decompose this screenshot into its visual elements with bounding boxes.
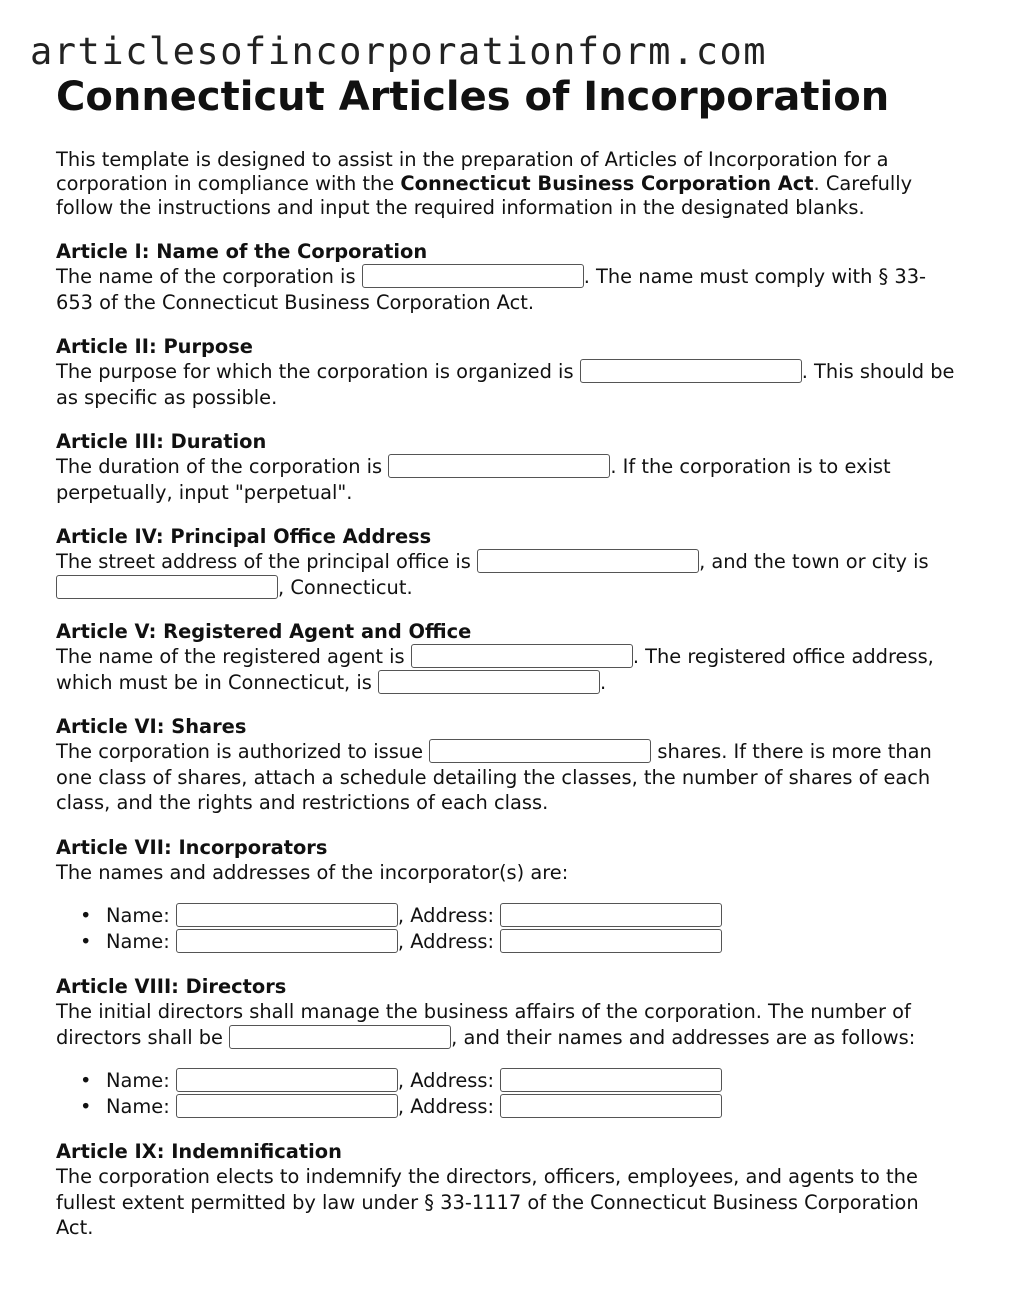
incorporator-1-name-field[interactable] <box>176 903 398 927</box>
address-label: , Address: <box>397 1095 501 1118</box>
article-4-text-before: The street address of the principal office is <box>56 550 478 573</box>
directors-list <box>56 1068 961 1120</box>
director-2-name-field[interactable] <box>176 1094 398 1118</box>
article-2-title: Article II: Purpose <box>56 335 253 358</box>
director-item <box>80 1094 961 1120</box>
article-1-text-after: . The name must comply with § 33-653 of the Connecticut Business Corporation Act. <box>56 265 927 314</box>
article-2 <box>56 335 961 410</box>
article-8 <box>56 975 961 1120</box>
bullet: • <box>80 1069 92 1092</box>
bullet: • <box>80 1095 92 1118</box>
article-8-title: Article VIII: Directors <box>56 975 287 998</box>
bullet: • <box>80 904 92 927</box>
director-1-name-field[interactable] <box>176 1068 398 1092</box>
article-4-title: Article IV: Principal Office Address <box>56 525 432 548</box>
article-6-title: Article VI: Shares <box>56 715 247 738</box>
article-3-text-after: . If the corporation is to exist perpetually, input "perpetual". <box>56 455 891 504</box>
intro-text-after: . Carefully follow the instructions and input the required information in the designated blanks. <box>56 172 913 219</box>
page-title: Connecticut Articles of Incorporation <box>56 74 890 120</box>
registered-office-address-field[interactable] <box>378 670 600 694</box>
name-label: Name: <box>106 1095 176 1118</box>
name-label: Name: <box>106 904 176 927</box>
name-label: Name: <box>106 1069 176 1092</box>
article-7-text: The names and addresses of the incorporator(s) are: <box>56 860 569 884</box>
article-2-text-after: . This should be as specific as possible. <box>56 360 955 409</box>
incorporator-2-address-field[interactable] <box>500 929 722 953</box>
article-9 <box>56 1140 961 1241</box>
principal-office-street-field[interactable] <box>477 549 699 573</box>
article-5-title: Article V: Registered Agent and Office <box>56 620 472 643</box>
article-9-text: The corporation elects to indemnify the directors, officers, employees, and agents to the fullest extent permitted by law under § 33-1117 of the Connecticut Business Corporation Act. <box>56 1165 919 1239</box>
purpose-field[interactable] <box>580 359 802 383</box>
number-of-directors-field[interactable] <box>229 1025 451 1049</box>
article-4-text-after: , Connecticut. <box>278 575 413 599</box>
document <box>56 74 961 1241</box>
article-5-text-middle: . The registered office address, which must be in Connecticut, is <box>56 645 934 694</box>
site-name: articlesofincorporationform.com <box>30 30 768 73</box>
article-8-text-after: , and their names and addresses are as follows: <box>451 1025 916 1049</box>
incorporator-2-name-field[interactable] <box>176 929 398 953</box>
article-6 <box>56 715 961 816</box>
director-item <box>80 1068 961 1094</box>
article-2-text-before: The purpose for which the corporation is organized is <box>56 360 580 383</box>
address-label: , Address: <box>397 930 501 953</box>
article-3-title: Article III: Duration <box>56 430 267 453</box>
registered-agent-name-field[interactable] <box>411 644 633 668</box>
name-label: Name: <box>106 930 176 953</box>
incorporators-list <box>56 903 961 955</box>
intro-act-name: Connecticut Business Corporation Act <box>400 172 814 195</box>
article-4-text-middle: , and the town or city is <box>699 550 929 573</box>
bullet: • <box>80 930 92 953</box>
article-1-title: Article I: Name of the Corporation <box>56 240 428 263</box>
article-1 <box>56 240 961 315</box>
article-9-title: Article IX: Indemnification <box>56 1140 342 1163</box>
article-8-text-before: The initial directors shall manage the business affairs of the corporation. The number of directors shall be <box>56 1000 911 1049</box>
article-5 <box>56 620 961 695</box>
authorized-shares-field[interactable] <box>429 739 651 763</box>
article-6-text-before: The corporation is authorized to issue <box>56 740 430 763</box>
director-2-address-field[interactable] <box>500 1094 722 1118</box>
article-7 <box>56 836 961 956</box>
incorporator-item <box>80 929 961 955</box>
director-1-address-field[interactable] <box>500 1068 722 1092</box>
duration-field[interactable] <box>388 454 610 478</box>
address-label: , Address: <box>397 904 501 927</box>
article-3 <box>56 430 961 505</box>
article-7-title: Article VII: Incorporators <box>56 835 328 859</box>
principal-office-town-field[interactable] <box>56 575 278 599</box>
intro-paragraph <box>56 148 961 220</box>
address-label: , Address: <box>397 1069 501 1092</box>
incorporator-item <box>80 903 961 929</box>
article-4 <box>56 525 961 600</box>
article-3-text-before: The duration of the corporation is <box>56 455 389 478</box>
article-6-text-after: shares. If there is more than one class of shares, attach a schedule detailing the classes, the number of shares of each class, and the rights and restrictions of each class. <box>56 740 932 814</box>
article-1-text-before: The name of the corporation is <box>56 265 362 288</box>
article-5-text-before: The name of the registered agent is <box>56 645 411 668</box>
intro-text-before: This template is designed to assist in the preparation of Articles of Incorporation for a corporation in compliance with the <box>56 148 889 195</box>
article-5-text-after: . <box>600 670 607 694</box>
corporation-name-field[interactable] <box>362 264 584 288</box>
incorporator-1-address-field[interactable] <box>500 903 722 927</box>
